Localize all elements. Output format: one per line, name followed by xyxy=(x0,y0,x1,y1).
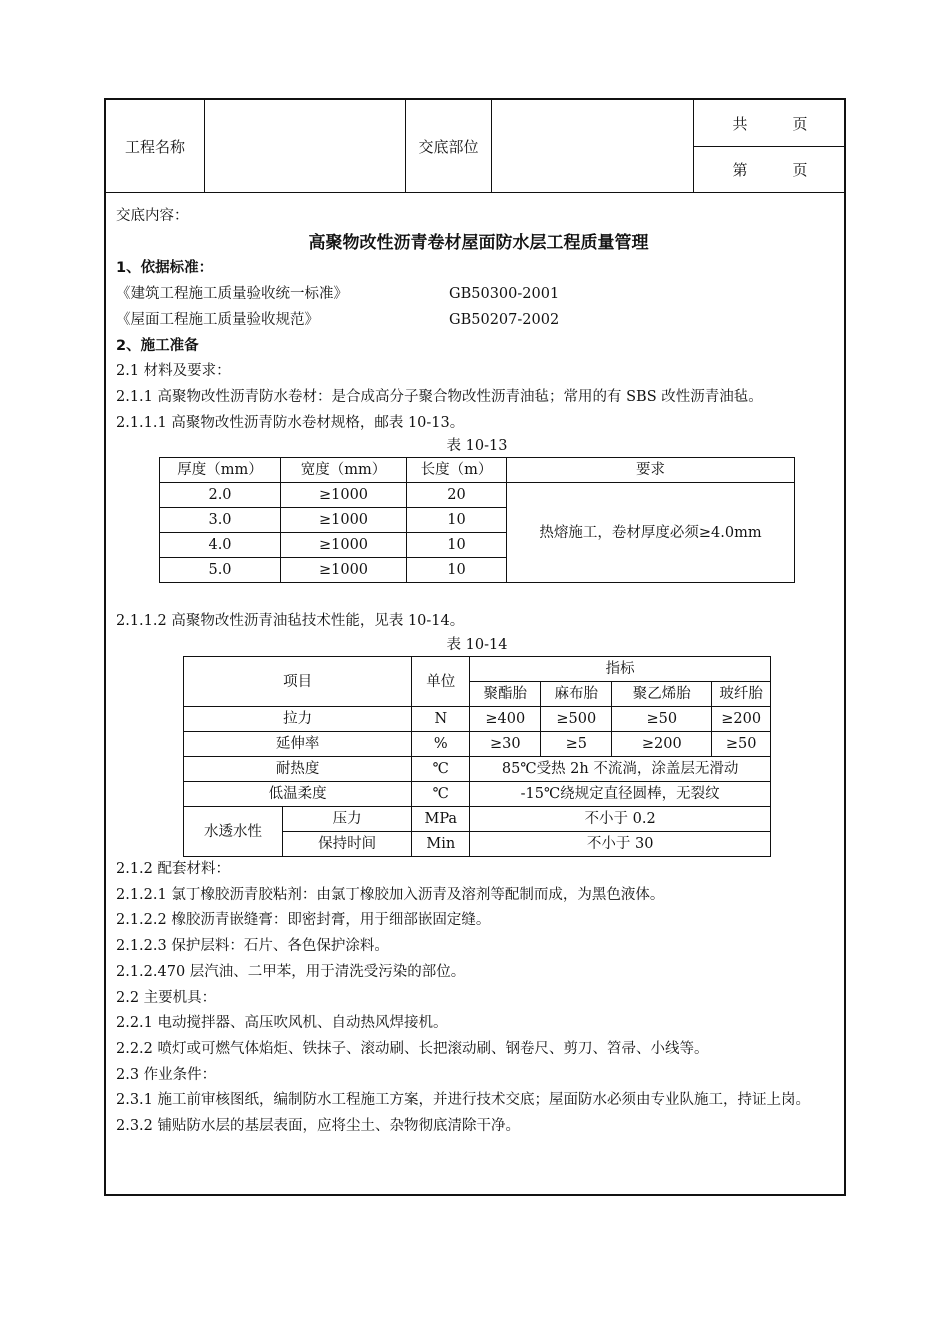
table-cell: -15℃绕规定直径圆棒，无裂纹 xyxy=(470,782,771,807)
paragraph: 2.1.2.2 橡胶沥青嵌缝膏：即密封膏，用于细部嵌固定缝。 xyxy=(116,912,491,929)
table-header: 宽度（mm） xyxy=(281,458,407,483)
standard-code: GB50300-2001 xyxy=(449,286,560,303)
table-cell: ≥1000 xyxy=(281,533,407,558)
table-cell: 3.0 xyxy=(160,508,281,533)
table-cell: 压力 xyxy=(283,807,412,832)
table-cell: ≥30 xyxy=(470,732,541,757)
paragraph: 2.1.2.1 氯丁橡胶沥青胶粘剂：由氯丁橡胶加入沥青及溶剂等配制而成，为黑色液体。 xyxy=(116,886,665,903)
table-header: 厚度（mm） xyxy=(160,458,281,483)
table-cell: 10 xyxy=(407,533,507,558)
paragraph: 2.2.1 电动搅拌器、高压吹风机、自动热风焊接机。 xyxy=(116,1015,448,1032)
table-cell: ≥200 xyxy=(712,707,771,732)
section-heading: 1、依据标准： xyxy=(116,260,214,277)
performance-table xyxy=(183,656,771,857)
table-cell: 低温柔度 xyxy=(184,782,412,807)
paragraph: 2.1.1.2 高聚物改性沥青油毡技术性能，见表 10-14。 xyxy=(116,613,465,630)
table-cell: 不小于 30 xyxy=(470,832,771,857)
paragraph: 2.1.1 高聚物改性沥青防水卷材：是合成高分子聚合物改性沥青油毡；常用的有 SBS 改性沥青油毡。 xyxy=(116,388,763,405)
table-cell: 水透水性 xyxy=(184,807,283,857)
table-cell: 5.0 xyxy=(160,558,281,583)
table-cell: 10 xyxy=(407,508,507,533)
paragraph: 2.1 材料及要求： xyxy=(116,363,231,380)
table-cell: 10 xyxy=(407,558,507,583)
paragraph: 2.3.1 施工前审核图纸，编制防水工程施工方案，并进行技术交底；屋面防水必须由专业队施工，持证上岗。 xyxy=(116,1092,810,1109)
table-cell: ≥1000 xyxy=(281,558,407,583)
table-header: 单位 xyxy=(412,657,470,707)
standard-name: 《屋面工程施工质量验收规范》 xyxy=(116,311,319,328)
table-cell: ≥50 xyxy=(612,707,712,732)
table-cell: N xyxy=(412,707,470,732)
standard-row xyxy=(116,282,841,308)
section-heading: 2、施工准备 xyxy=(116,337,199,354)
requirement-cell: 热熔施工，卷材厚度必须≥4.0mm xyxy=(507,483,795,583)
table-cell: 20 xyxy=(407,483,507,508)
table-cell: ≥200 xyxy=(612,732,712,757)
paragraph: 2.1.1.1 高聚物改性沥青防水卷材规格，邮表 10-13。 xyxy=(116,414,465,431)
project-name-label: 工程名称 xyxy=(124,137,185,156)
location-value[interactable] xyxy=(492,100,693,192)
paragraph: 2.1.2 配套材料： xyxy=(116,861,231,878)
table-subheader: 麻布胎 xyxy=(541,682,612,707)
table-cell: 85℃受热 2h 不流淌，涂盖层无滑动 xyxy=(470,757,771,782)
table-header: 项目 xyxy=(184,657,412,707)
table-header: 要求 xyxy=(507,458,795,483)
table-cell: MPa xyxy=(412,807,470,832)
table-caption: 表 10-14 xyxy=(446,637,508,654)
paragraph: 2.3 作业条件： xyxy=(116,1066,217,1083)
standard-code: GB50207-2002 xyxy=(449,311,560,328)
table-cell: 4.0 xyxy=(160,533,281,558)
table-header: 指标 xyxy=(470,657,771,682)
table-cell: ≥1000 xyxy=(281,508,407,533)
table-cell: 延伸率 xyxy=(184,732,412,757)
paragraph: 2.1.2.470 层汽油、二甲苯，用于清洗受污染的部位。 xyxy=(116,963,466,980)
table-subheader: 聚酯胎 xyxy=(470,682,541,707)
table-cell: 耐热度 xyxy=(184,757,412,782)
intro-label: 交底内容： xyxy=(116,208,189,224)
table-cell: 拉力 xyxy=(184,707,412,732)
disclosure-form xyxy=(104,98,846,1196)
table-caption: 表 10-13 xyxy=(446,438,508,455)
spec-table xyxy=(159,457,795,583)
table-cell: Min xyxy=(412,832,470,857)
standard-name: 《建筑工程施工质量验收统一标准》 xyxy=(116,286,348,303)
disclosure-content xyxy=(116,204,841,1140)
project-name-value[interactable] xyxy=(205,100,405,192)
table-cell: ≥400 xyxy=(470,707,541,732)
page-number: 第 页 xyxy=(732,161,808,179)
table-subheader: 玻纤胎 xyxy=(712,682,771,707)
document-title: 高聚物改性沥青卷材屋面防水层工程质量管理 xyxy=(308,232,649,253)
table-cell: ℃ xyxy=(412,782,470,807)
location-label: 交底部位 xyxy=(418,137,479,156)
table-cell: ≥1000 xyxy=(281,483,407,508)
table-cell: 2.0 xyxy=(160,483,281,508)
table-cell: % xyxy=(412,732,470,757)
paragraph: 2.2 主要机具： xyxy=(116,989,217,1006)
paragraph: 2.1.2.3 保护层料：石片、各色保护涂料。 xyxy=(116,938,389,955)
header-bottom-line xyxy=(106,192,846,193)
table-cell: 不小于 0.2 xyxy=(470,807,771,832)
table-subheader: 聚乙烯胎 xyxy=(612,682,712,707)
table-cell: ≥50 xyxy=(712,732,771,757)
table-cell: ≥500 xyxy=(541,707,612,732)
table-header: 长度（m） xyxy=(407,458,507,483)
total-pages: 共 页 xyxy=(732,114,808,133)
table-cell: ≥5 xyxy=(541,732,612,757)
standard-row xyxy=(116,308,841,334)
table-cell: ℃ xyxy=(412,757,470,782)
paragraph: 2.3.2 铺贴防水层的基层表面，应将尘土、杂物彻底清除干净。 xyxy=(116,1118,521,1135)
table-cell: 保持时间 xyxy=(283,832,412,857)
paragraph: 2.2.2 喷灯或可燃气体焰炬、铁抹子、滚动刷、长把滚动刷、钢卷尺、剪刀、笤帚、小线等。 xyxy=(116,1040,709,1057)
